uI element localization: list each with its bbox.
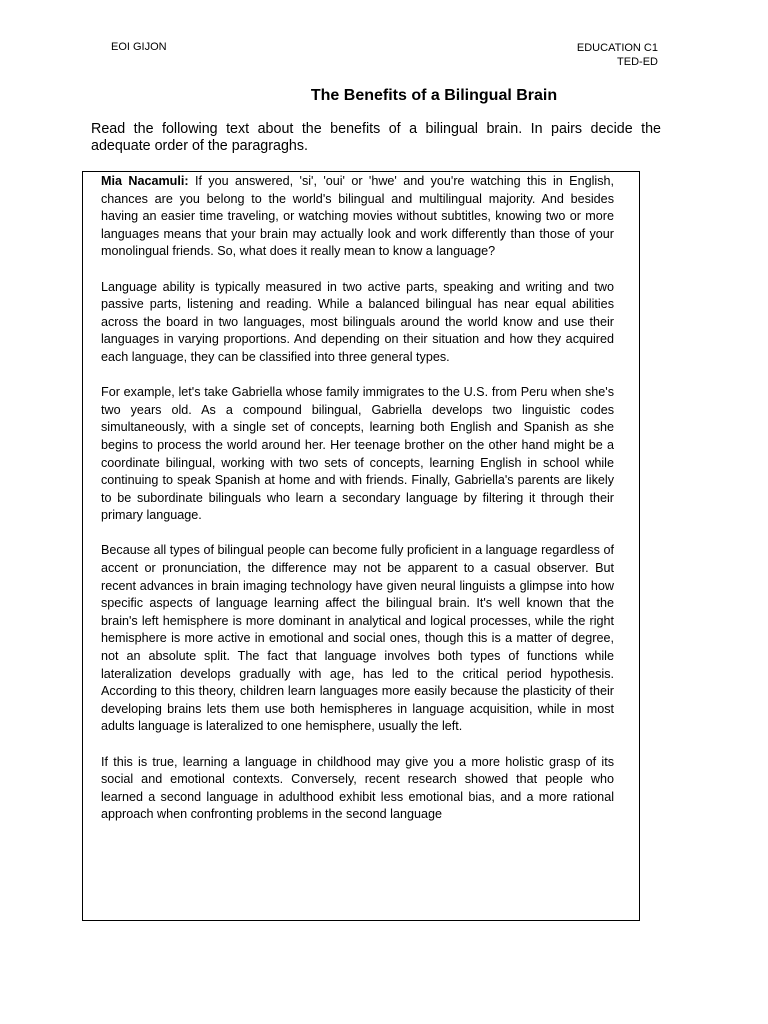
instructions: Read the following text about the benefits of a bilingual brain. In pairs decide the adequate order of the paragraghs. xyxy=(91,121,661,154)
paragraph-1-text: If you answered, 'si', 'oui' or 'hwe' and you're watching this in English, chances are you belong to the world's bilingual and multilingual majority. And besides having an easier time traveling, or watching movies without subtitles, knowing two or more languages means that your brain may actually look and work differently than those of your monolingual friends. So, what does it really mean to know a language? xyxy=(101,174,614,259)
paragraph-1 xyxy=(101,173,614,261)
paragraph-2: Language ability is typically measured in two active parts, speaking and writing and two passive parts, listening and reading. While a balanced bilingual has near equal abilities across the board in two languages, most bilinguals around the world know and use their languages in varying proportions. And depending on their situation and how they acquired each language, they can be classified into three general types. xyxy=(101,279,614,364)
paragraph-4: Because all types of bilingual people can become fully proficient in a language regardless of accent or pronunciation, the difference may not be apparent to a casual observer. But recent advances in brain imaging technology have given neural linguists a glimpse into how specific aspects of language learning affect the bilingual brain. It's well known that the brain's left hemisphere is more dominant in analytical and logical processes, while the right hemisphere is more active in emotional and social ones, though this is a matter of degree, not an absolute split. The fact that language involves both types of functions while lateralization develops gradually with age, has led to the critical period hypothesis. According to this theory, children learn languages more easily because the plasticity of their developing brains lets them use both hemispheres in language acquisition, while in most adults language is lateralized to one hemisphere, usually the left. xyxy=(101,543,614,734)
paragraph-3: For example, let's take Gabriella whose family immigrates to the U.S. from Peru when she's two years old. As a compound bilingual, Gabriella develops two linguistic codes simultaneously, with a single set of concepts, learning both English and Spanish as she begins to process the world around her. Her teenage brother on the other hand might be a coordinate bilingual, working with two sets of concepts, learning English in school while continuing to speak Spanish at home and with friends. Finally, Gabriella's parents are likely to be subordinate bilinguals who learn a secondary language by filtering it through their primary language. xyxy=(101,385,614,523)
speaker-name: Mia Nacamuli: xyxy=(101,174,189,188)
header-course-level: EDUCATION C1 xyxy=(576,42,658,54)
text-box-content xyxy=(101,173,614,842)
paragraph-5: If this is true, learning a language in childhood may give you a more holistic grasp of its social and emotional contexts. Conversely, recent research showed that people who learned a second language in adulthood exhibit less emotional bias, and a more rational approach when confronting problems in the second language xyxy=(101,754,614,822)
header-course xyxy=(577,41,658,69)
text-box xyxy=(82,171,640,921)
page-title: The Benefits of a Bilingual Brain xyxy=(310,87,558,104)
header-source: TED-ED xyxy=(617,56,658,68)
header-school: EOI GIJON xyxy=(111,41,167,53)
